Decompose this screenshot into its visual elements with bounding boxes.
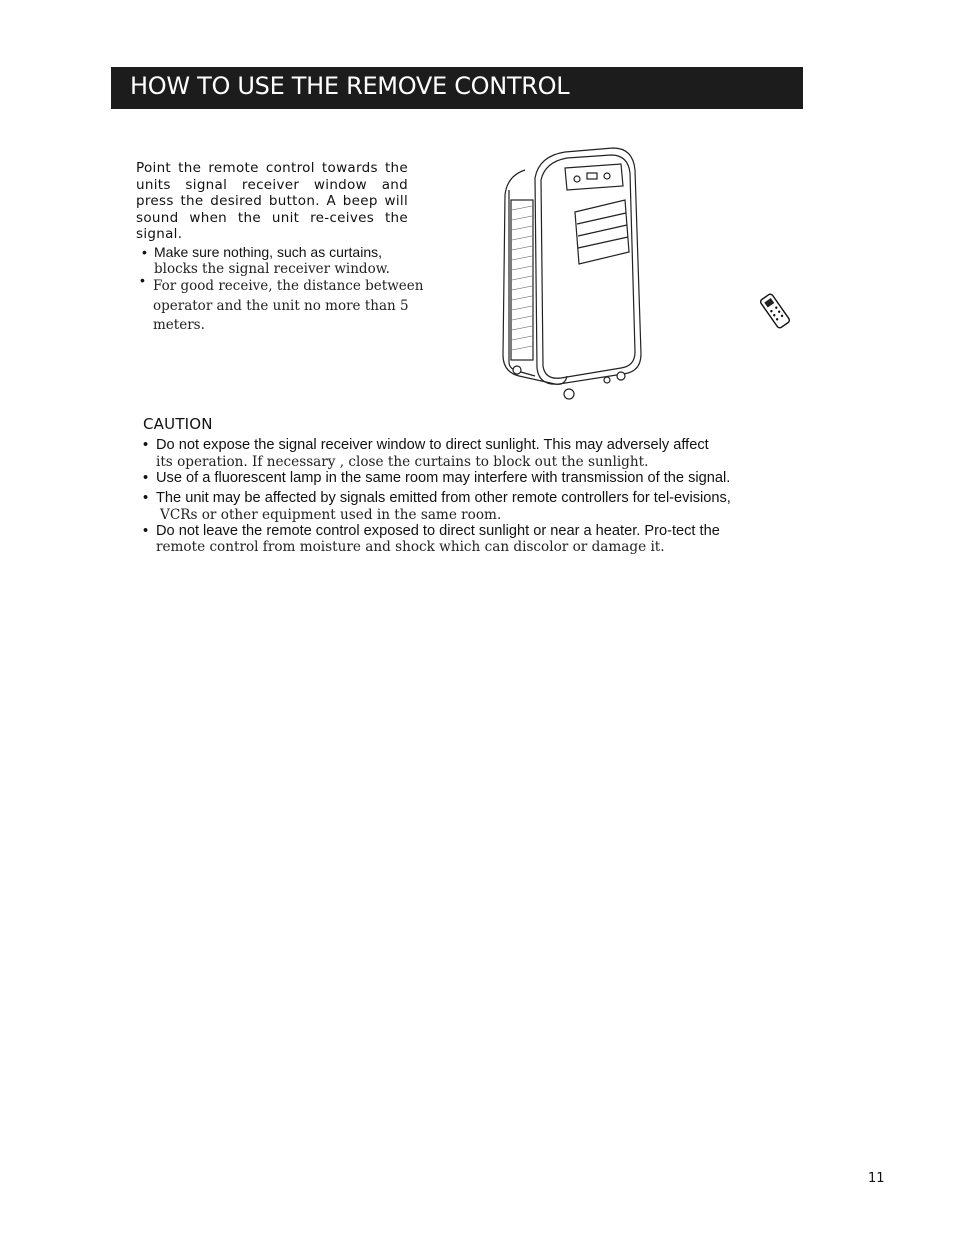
caution-item-text-continued: VCRs or other equipment used in the same room. xyxy=(160,507,502,523)
caution-bullet-dot: • xyxy=(143,437,149,453)
air-conditioner-illustration xyxy=(495,140,655,405)
page-number: 11 xyxy=(868,1171,885,1186)
remote-control-icon xyxy=(753,292,797,330)
caution-item-text-continued: remote control from moisture and shock which can discolor or damage it. xyxy=(156,539,665,555)
caution-item-text: Use of a fluorescent lamp in the same room may interfere with transmission of the signal. xyxy=(156,470,731,486)
bullet-dot: • xyxy=(140,272,145,288)
caution-bullet-dot: • xyxy=(143,490,149,506)
bullet-text: For good receive, the distance between xyxy=(153,278,424,294)
caution-heading: CAUTION xyxy=(143,415,213,433)
caution-item-text: Do not expose the signal receiver window to direct sunlight. This may adversely affect xyxy=(156,437,709,453)
bullet-text: Make sure nothing, such as curtains, xyxy=(154,244,383,260)
bullet-text-continued: blocks the signal receiver window. xyxy=(154,261,390,277)
caution-item-text-continued: its operation. If necessary , close the curtains to block out the sunlight. xyxy=(156,454,649,470)
bullet-text-continued: operator and the unit no more than 5 xyxy=(153,298,409,314)
bullet-text-continued: meters. xyxy=(153,317,205,333)
intro-paragraph: Point the remote control towards the units signal receiver window and press the desired button. A beep will sound when the unit re-ceives the signal. xyxy=(136,160,408,243)
caution-bullet-dot: • xyxy=(143,470,149,486)
section-title: HOW TO USE THE REMOVE CONTROL xyxy=(130,72,570,100)
section-title-bar xyxy=(111,67,803,109)
caution-item-text: Do not leave the remote control exposed to direct sunlight or near a heater. Pro-tect the xyxy=(156,523,720,539)
caution-bullet-dot: • xyxy=(143,523,149,539)
bullet-dot: • xyxy=(142,244,147,260)
caution-item-text: The unit may be affected by signals emitted from other remote controllers for tel-evisions, xyxy=(156,490,731,506)
